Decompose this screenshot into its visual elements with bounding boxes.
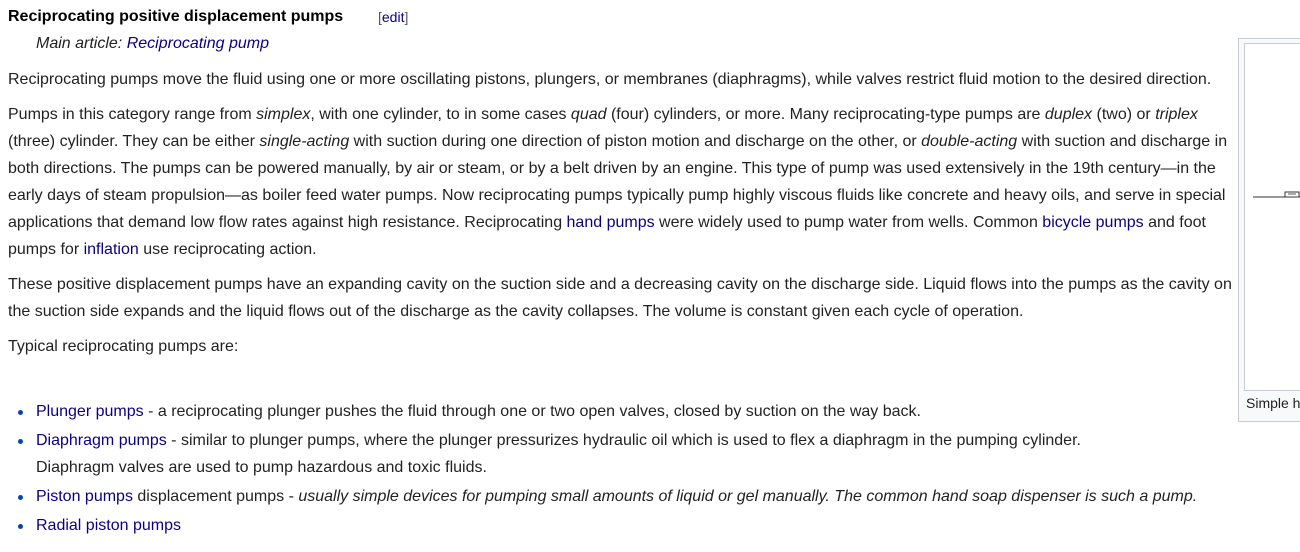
list-item-text: - a reciprocating plunger pushes the fluid through one or two open valves, closed by suction on the way back.	[143, 403, 921, 420]
text: (four) cylinders, or more. Many reciprocating-type pumps are	[606, 106, 1045, 123]
list-item	[16, 427, 1161, 481]
piston-pumps-link[interactable]: Piston pumps	[36, 488, 133, 505]
edit-bracket-close: ]	[404, 9, 409, 25]
text: , with one cylinder, to in some cases	[310, 106, 571, 123]
text: were widely used to pump water from wells. Common	[654, 214, 1043, 231]
paragraph-intro: Reciprocating pumps move the fluid using one or more oscillating pistons, plungers, or membranes (diaphragms), while valves restrict fluid motion to the desired direction.	[8, 71, 1212, 88]
paragraph-categories	[8, 101, 1233, 263]
edit-link[interactable]: edit	[381, 9, 405, 25]
thumbnail-image[interactable]	[1244, 43, 1300, 391]
inflation-link[interactable]: inflation	[83, 241, 139, 258]
list-item-text: - similar to plunger pumps, where the plunger pressurizes hydraulic oil which is used to flex a diaphragm in the pumping cylinder. Diaphragm valves are used to pump hazardous and toxic fluids.	[36, 432, 1081, 476]
pump-types-list	[16, 398, 1300, 541]
text: (two) or	[1092, 106, 1156, 123]
list-item-italic: usually simple devices for pumping small amounts of liquid or gel manually. The common hand soap dispenser is such a pump.	[298, 488, 1198, 505]
term-quad: quad	[570, 106, 607, 123]
bicycle-pumps-link[interactable]: bicycle pumps	[1042, 214, 1144, 231]
text: (three) cylinder. They can be either	[8, 133, 260, 150]
edit-bracket-open: [	[378, 9, 382, 25]
paragraph-cavity: These positive displacement pumps have an expanding cavity on the suction side and a decreasing cavity on the discharge side. Liquid flows into the pumps as the cavity on the suction side expands and the liquid flows out of the discharge as the cavity collapses. The volume is constant given each cycle of operation.	[8, 276, 1232, 320]
thumbnail-figure	[1238, 38, 1300, 422]
text: with suction during one direction of piston motion and discharge on the other, or	[349, 133, 922, 150]
list-item-text: displacement pumps -	[132, 488, 299, 505]
radial-piston-pumps-link[interactable]: Radial piston pumps	[36, 517, 181, 534]
text: with suction and discharge in both directions. The pumps can be powered manually, by air or steam, or by a belt driven by an engine. This type of pump was used extensively in the 19th century—in the early days of steam propulsion—as boiler feed water pumps. Now reciprocating pumps typically pump highly viscous fluids like concrete and heavy oils, and serve in special applications that demand low flow rates against high resistance. Reciprocating	[8, 133, 1228, 231]
term-single-acting: single-acting	[259, 133, 350, 150]
paragraph-typical: Typical reciprocating pumps are:	[8, 338, 239, 355]
term-duplex: duplex	[1044, 106, 1093, 123]
main-article-hatnote	[36, 32, 269, 56]
list-item	[16, 512, 1300, 539]
main-article-link[interactable]: Reciprocating pump	[126, 35, 269, 52]
thumbnail-caption: Simple h	[1246, 395, 1300, 411]
edit-section	[378, 6, 408, 28]
term-simplex: simplex	[256, 106, 311, 123]
list-item	[16, 398, 1300, 425]
section-heading: Reciprocating positive displacement pumps	[8, 8, 344, 25]
pump-diagram-icon	[1253, 189, 1300, 201]
diaphragm-pumps-link[interactable]: Diaphragm pumps	[36, 432, 167, 449]
term-double-acting: double-acting	[921, 133, 1018, 150]
hand-pumps-link[interactable]: hand pumps	[566, 214, 655, 231]
text: use reciprocating action.	[138, 241, 317, 258]
plunger-pumps-link[interactable]: Plunger pumps	[36, 403, 144, 420]
list-item	[16, 483, 1300, 510]
article-body	[8, 66, 1233, 366]
hatnote-prefix: Main article:	[36, 35, 127, 52]
text: Pumps in this category range from	[8, 106, 257, 123]
term-triplex: triplex	[1155, 106, 1198, 123]
text: and foot pumps for	[8, 214, 1206, 258]
